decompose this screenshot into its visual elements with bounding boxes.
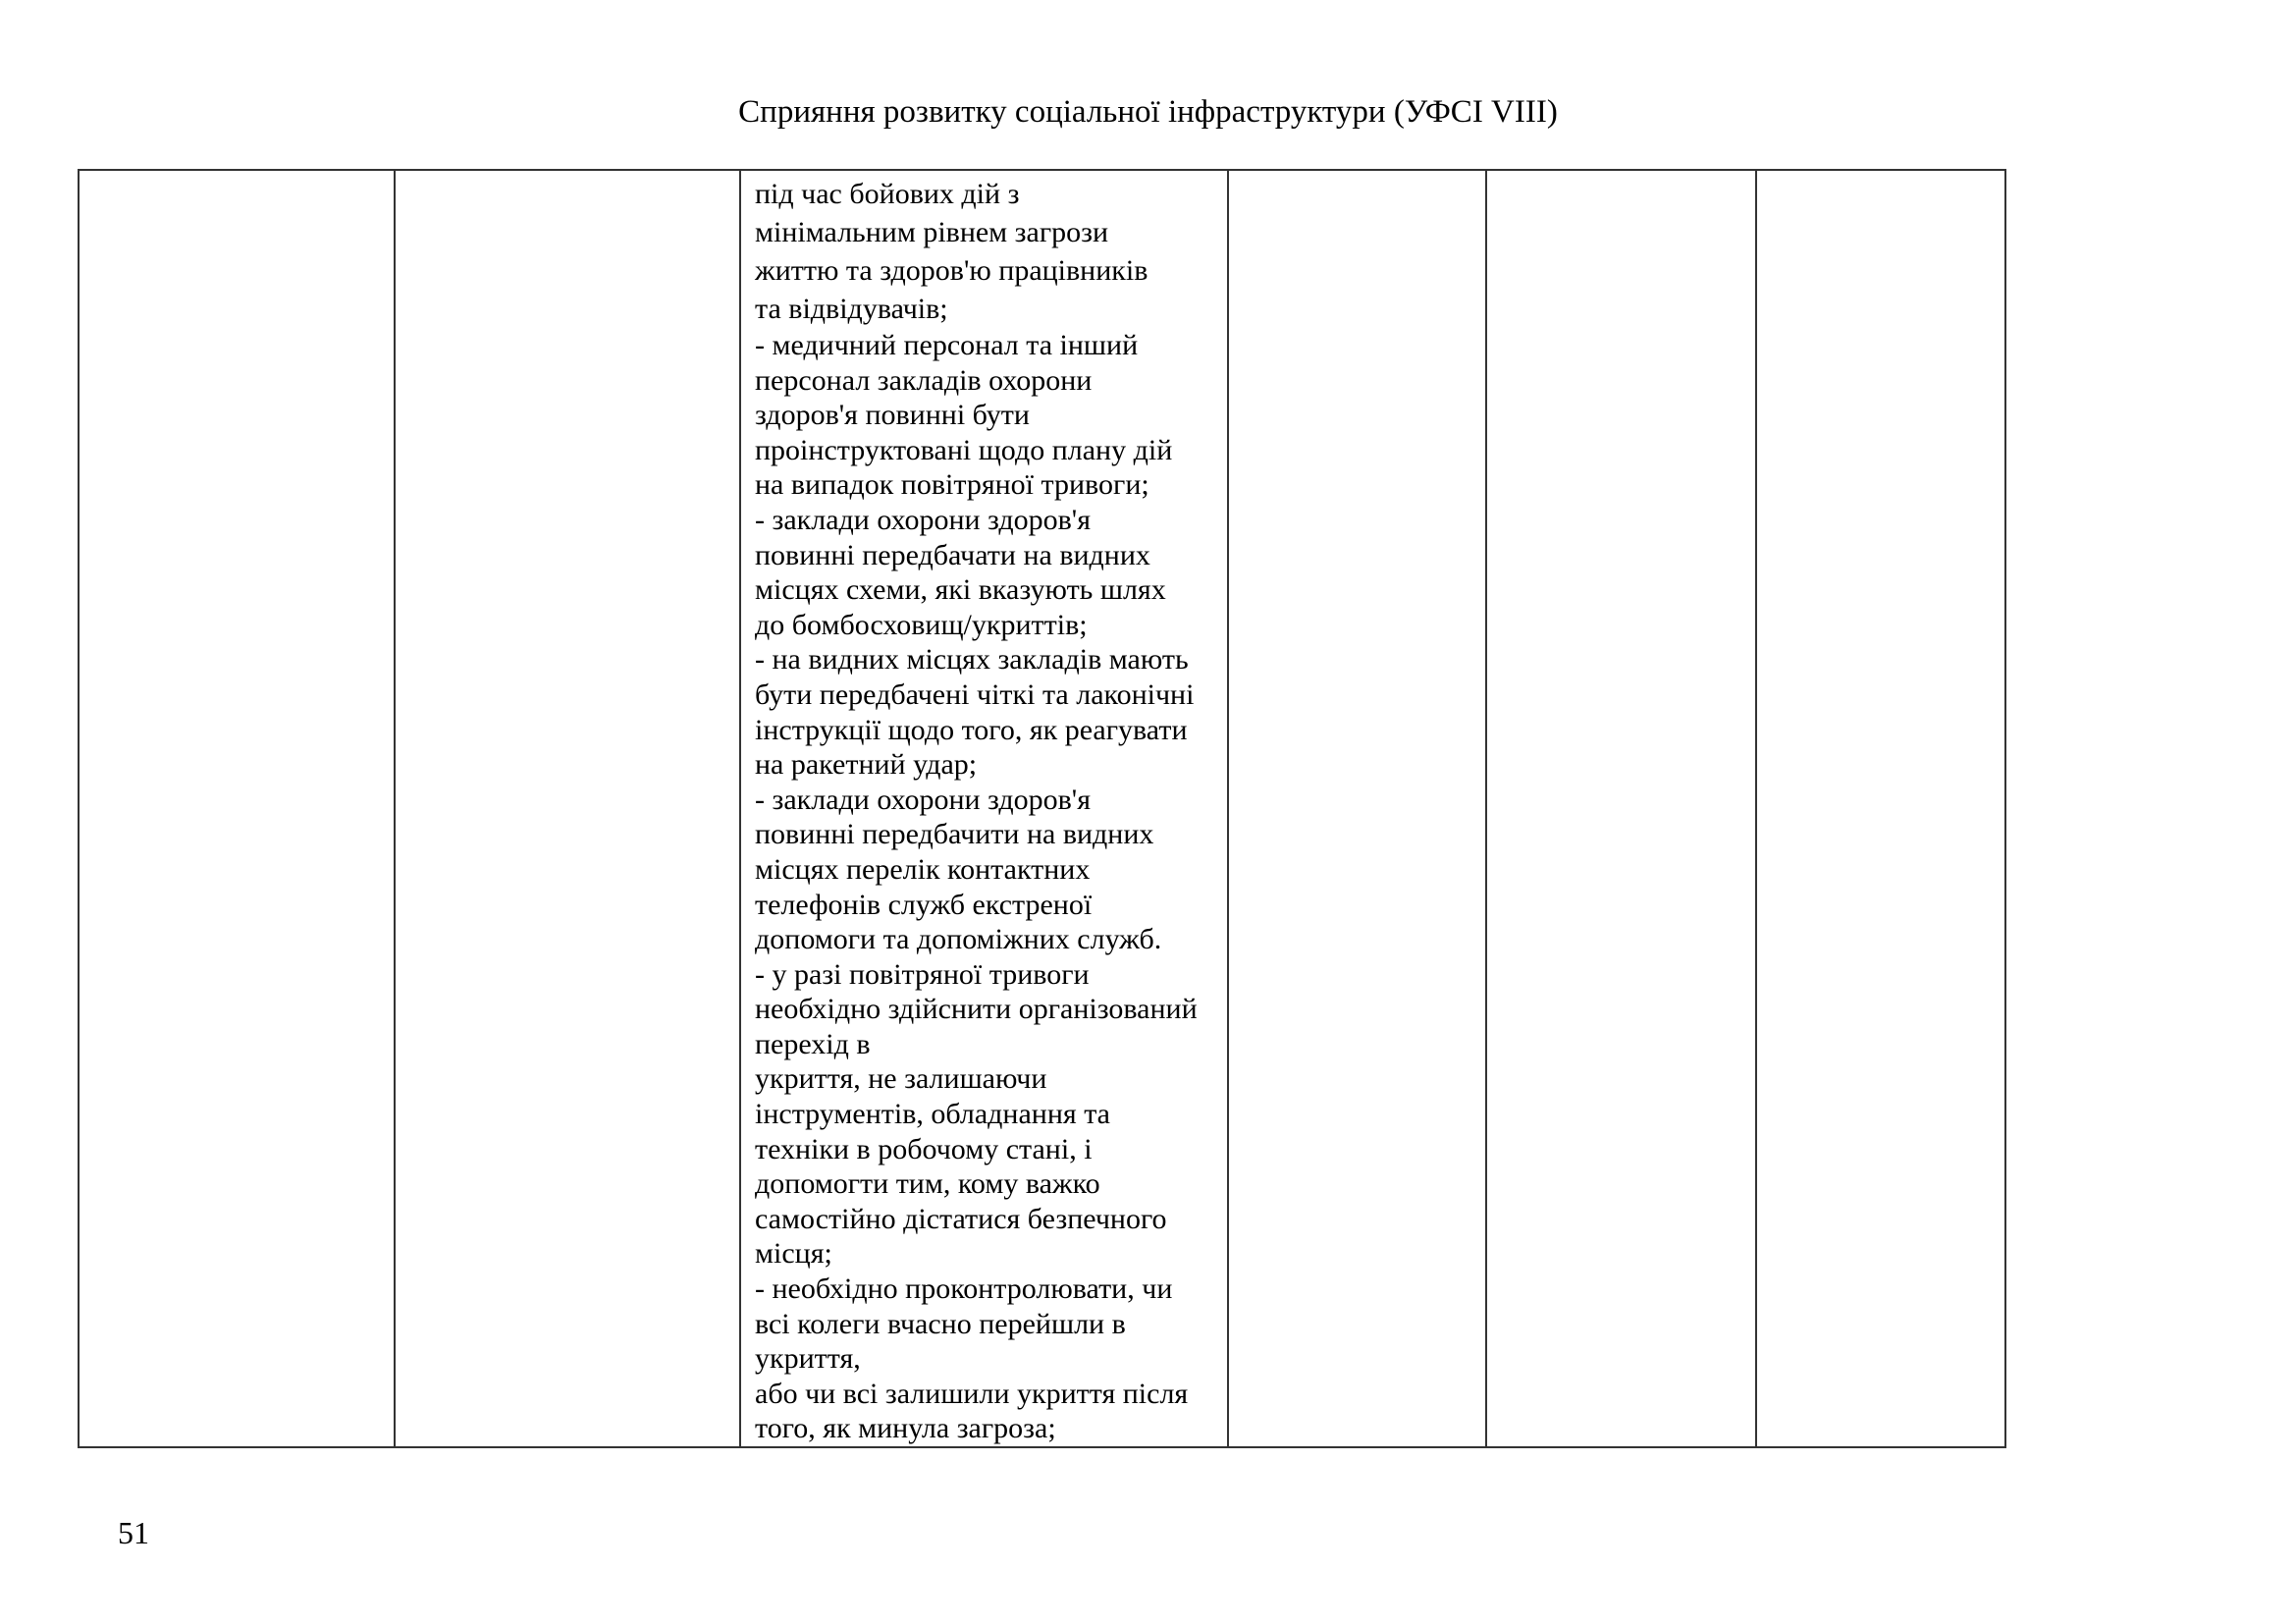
table-cell-6	[1756, 170, 2005, 1447]
page-header-title: Сприяння розвитку соціальної інфраструктури (УФСІ VIII)	[738, 94, 1558, 130]
table-row	[79, 170, 2005, 1447]
measures-table	[78, 169, 2006, 1448]
table-cell-5	[1486, 170, 1756, 1447]
measures-text-list: - медичний персонал та інший персонал закладів охорони здоров'я повинні бути проінструктовані щодо плану дій на випадок повітряної тривоги; - заклади охорони здоров'я повинні передбачати на видних місцях схеми, які вказують шлях до бомбосховищ/укриттів; - на видних місцях закладів мають бути передбачені чіткі та лаконічні інструкції щодо того, як реагувати на ракетний удар; - заклади охорони здоров'я повинні передбачити на видних місцях перелік контактних телефонів служб екстреної допомоги та допоміжних служб. - у разі повітряної тривоги необхідно здійснити організований перехід в укриття, не залишаючи інструментів, обладнання та техніки в робочому стані, і допомогти тим, кому важко самостійно дістатися безпечного місця; - необхідно проконтролювати, чи всі колеги вчасно перейшли в укриття, або чи всі залишили укриття після того, як минула загроза;	[755, 329, 1198, 1445]
table-cell-4	[1228, 170, 1486, 1447]
measures-text-intro: під час бойових дій з мінімальним рівнем загрози життю та здоров'ю працівників та відвідувачів;	[755, 178, 1148, 325]
table-cell-2	[395, 170, 740, 1447]
page-number: 51	[118, 1515, 149, 1550]
table-cell-measures-text	[740, 170, 1228, 1447]
table-cell-1	[79, 170, 395, 1447]
